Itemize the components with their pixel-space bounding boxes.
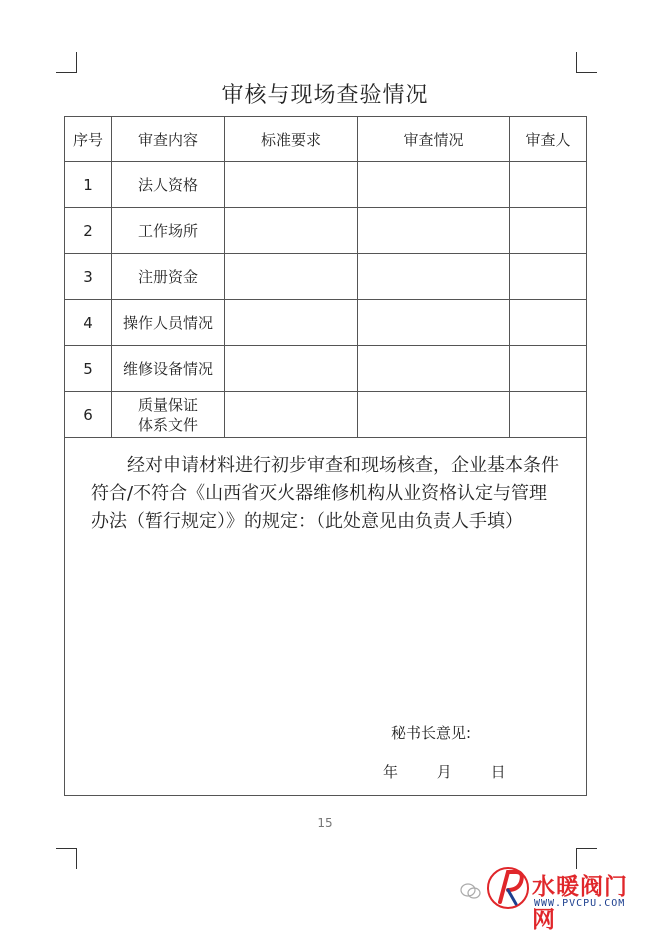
row-no: 4: [65, 300, 112, 346]
row-standard-cell[interactable]: [225, 162, 358, 208]
watermark-url: WWW.PVCPU.COM: [534, 898, 626, 909]
row-reviewer-cell[interactable]: [510, 346, 587, 392]
opinion-cell[interactable]: [65, 438, 587, 796]
header-reviewer: 审查人: [510, 117, 587, 162]
row-result-cell[interactable]: [358, 346, 510, 392]
row-item: 法人资格: [112, 162, 225, 208]
row-no: 6: [65, 392, 112, 438]
row-reviewer-cell[interactable]: [510, 254, 587, 300]
row-reviewer-cell[interactable]: [510, 300, 587, 346]
row-reviewer-cell[interactable]: [510, 392, 587, 438]
opinion-row: [65, 438, 587, 796]
row-standard-cell[interactable]: [225, 208, 358, 254]
row-item: [112, 392, 225, 438]
row-result-cell[interactable]: [358, 254, 510, 300]
secretary-opinion-label: 秘书长意见:: [391, 724, 472, 742]
row-reviewer-cell[interactable]: [510, 162, 587, 208]
watermark-brand: 水暖阀门网: [532, 874, 628, 933]
table-row: [65, 300, 587, 346]
row-reviewer-cell[interactable]: [510, 208, 587, 254]
row-result-cell[interactable]: [358, 392, 510, 438]
row-item: 维修设备情况: [112, 346, 225, 392]
crop-mark-top-left: [56, 52, 77, 73]
row-standard-cell[interactable]: [225, 300, 358, 346]
pv-logo-icon: [486, 864, 530, 916]
row-no: 3: [65, 254, 112, 300]
table-row: [65, 254, 587, 300]
crop-mark-top-right: [576, 52, 597, 73]
row-standard-cell[interactable]: [225, 346, 358, 392]
row-no: 5: [65, 346, 112, 392]
header-result: 审查情况: [358, 117, 510, 162]
row-item: 工作场所: [112, 208, 225, 254]
date-month-label: 月: [436, 763, 452, 781]
row-result-cell[interactable]: [358, 300, 510, 346]
review-table: [64, 116, 587, 796]
table-row: [65, 346, 587, 392]
row-item-line-1: 质量保证: [137, 395, 198, 414]
row-item: 操作人员情况: [112, 300, 225, 346]
table-row: [65, 392, 587, 438]
crop-mark-bottom-left: [56, 848, 77, 869]
table-row: [65, 208, 587, 254]
page-title: 审核与现场查验情况: [221, 83, 429, 108]
row-standard-cell[interactable]: [225, 392, 358, 438]
watermark: [456, 862, 646, 933]
date-row: [383, 761, 506, 782]
page-number: 15: [317, 816, 333, 830]
header-no: 序号: [65, 117, 112, 162]
row-standard-cell[interactable]: [225, 254, 358, 300]
row-no: 1: [65, 162, 112, 208]
date-year-label: 年: [383, 763, 399, 781]
date-day-label: 日: [490, 763, 506, 781]
header-standard: 标准要求: [225, 117, 358, 162]
table-row: [65, 162, 587, 208]
row-item-line-2: 体系文件: [137, 415, 198, 434]
row-no: 2: [65, 208, 112, 254]
table-header-row: [65, 117, 587, 162]
row-result-cell[interactable]: [358, 208, 510, 254]
row-item: 注册资金: [112, 254, 225, 300]
row-result-cell[interactable]: [358, 162, 510, 208]
opinion-text: 经对申请材料进行初步审查和现场核查，企业基本条件符合/不符合《山西省灭火器维修机构从业资格认定与管理办法（暂行规定）》的规定：（此处意见由负责人手填）: [91, 455, 559, 532]
wechat-icon: [460, 882, 482, 904]
header-item: 审查内容: [112, 117, 225, 162]
